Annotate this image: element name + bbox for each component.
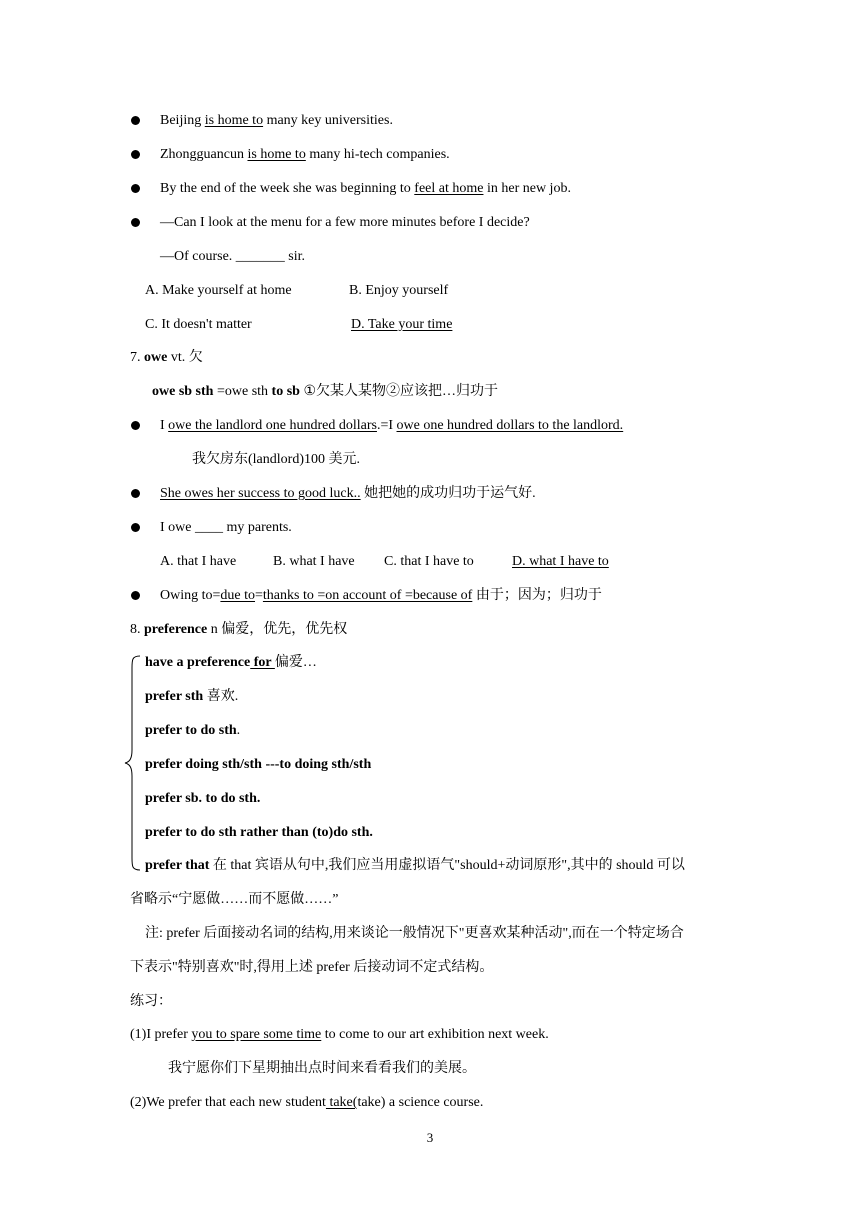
translation: 我欠房东(landlord)100 美元. [192,452,360,467]
option-c: C. that I have to [384,554,474,569]
bullet [131,184,140,193]
usage-line: prefer sb. to do sth. [145,791,261,806]
option-a: A. Make yourself at home [145,283,292,298]
usage-line: prefer sth 喜欢. [145,689,239,704]
example-sentence: By the end of the week she was beginning to feel at home in her new job. [160,181,571,196]
option-a: A. that I have [160,554,237,569]
option-c: C. It doesn't matter [145,317,252,332]
example-sentence: Beijing is home to many key universities. [160,113,393,128]
example-sentence: Zhongguancun is home to many hi-tech companies. [160,147,450,162]
curly-brace [124,654,142,872]
practice-sentence: (2)We prefer that each new student take(take) a science course. [130,1095,484,1110]
page-number: 3 [426,1130,434,1145]
bullet [131,218,140,227]
example-sentence: She owes her success to good luck.. 她把她的成功归功于运气好. [160,486,536,501]
bullet [131,523,140,532]
bullet [131,591,140,600]
option-d-answer: D. what I have to [512,554,609,569]
option-d-answer: D. Take your time [351,317,453,332]
bullet [131,116,140,125]
bullet [131,489,140,498]
question-answer-line: —Of course. _______ sir. [160,249,306,264]
example-sentence: Owing to=due to=thanks to =on account of =because of 由于；因为；归功于 [160,588,602,603]
usage-line-continued: 省略示“宁愿做……而不愿做……” [130,892,339,907]
question-text: I owe ____ my parents. [160,520,292,535]
usage-line: prefer to do sth rather than (to)do sth. [145,825,373,840]
practice-sentence: (1)I prefer you to spare some time to come to our art exhibition next week. [130,1027,549,1042]
translation: 我宁愿你们下星期抽出点时间来看看我们的美展。 [168,1061,476,1076]
option-b: B. Enjoy yourself [349,283,449,298]
bullet [131,150,140,159]
item-7-pattern: owe sb sth =owe sth to sb ①欠某人某物②应该把…归功于 [152,384,498,399]
usage-line: prefer to do sth. [145,723,241,738]
usage-line: prefer that 在 that 宾语从句中,我们应当用虚拟语气"should+动词原形",其中的 should 可以 [145,858,685,873]
item-7-heading: 7. owe vt. 欠 [130,350,203,365]
option-b: B. what I have [273,554,355,569]
question-text: —Can I look at the menu for a few more minutes before I decide? [160,215,530,230]
bullet [131,421,140,430]
practice-heading: 练习： [130,994,172,1009]
note: 注: prefer 后面接动名词的结构,用来谈论一般情况下"更喜欢某种活动",而在一个特定场合 [145,926,684,941]
item-8-heading: 8. preference n 偏爱，优先，优先权 [130,622,348,637]
usage-line: prefer doing sth/sth ---to doing sth/sth [145,757,372,772]
usage-line: have a preference for 偏爱… [145,655,317,670]
example-sentence: I owe the landlord one hundred dollars.=I owe one hundred dollars to the landlord. [160,418,624,433]
note-continued: 下表示"特别喜欢"时,得用上述 prefer 后接动词不定式结构。 [130,960,494,975]
